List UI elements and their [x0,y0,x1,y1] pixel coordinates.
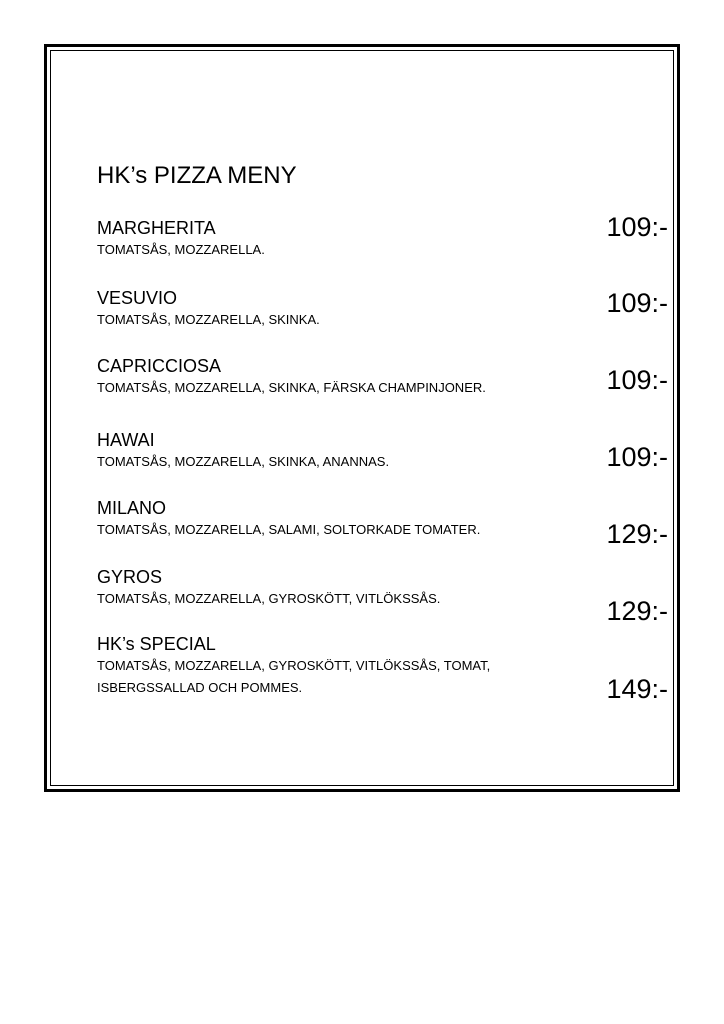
menu-item-gyros [97,566,577,610]
menu-item-capricciosa [97,355,577,399]
price-vesuvio: 109:- [606,288,668,318]
price-hawai: 109:- [606,442,668,472]
price-hks-special: 149:- [606,674,668,704]
menu-item-vesuvio [97,287,577,331]
item-description: TOMATSÅS, MOZZARELLA, GYROSKÖTT, VITLÖKSSÅS. [97,591,441,606]
price-gyros: 129:- [606,596,668,626]
item-description-line-2: ISBERGSSALLAD OCH POMMES. [97,680,303,695]
item-name: GYROS [97,567,163,587]
item-description: TOMATSÅS, MOZZARELLA, GYROSKÖTT, VITLÖKSSÅS, TOMAT, [97,658,491,673]
menu-item-hks-special [97,633,577,699]
item-name: CAPRICCIOSA [97,356,222,376]
price-margherita: 109:- [606,212,668,242]
menu-item-margherita [97,217,577,261]
item-name: MARGHERITA [97,218,216,238]
price-capricciosa: 109:- [606,365,668,395]
menu-item-milano [97,497,577,541]
item-description: TOMATSÅS, MOZZARELLA, SALAMI, SOLTORKADE TOMATER. [97,522,481,537]
item-description: TOMATSÅS, MOZZARELLA, SKINKA. [97,312,320,327]
item-description: TOMATSÅS, MOZZARELLA, SKINKA, ANANNAS. [97,454,390,469]
item-name: HK’s SPECIAL [97,634,216,654]
price-milano: 129:- [606,519,668,549]
menu-title: HK’s PIZZA MENY [97,162,297,189]
item-name: MILANO [97,498,167,518]
menu-item-hawai [97,429,577,473]
item-name: VESUVIO [97,288,178,308]
item-description: TOMATSÅS, MOZZARELLA. [97,242,265,257]
item-description: TOMATSÅS, MOZZARELLA, SKINKA, FÄRSKA CHAMPINJONER. [97,380,486,395]
item-name: HAWAI [97,430,155,450]
